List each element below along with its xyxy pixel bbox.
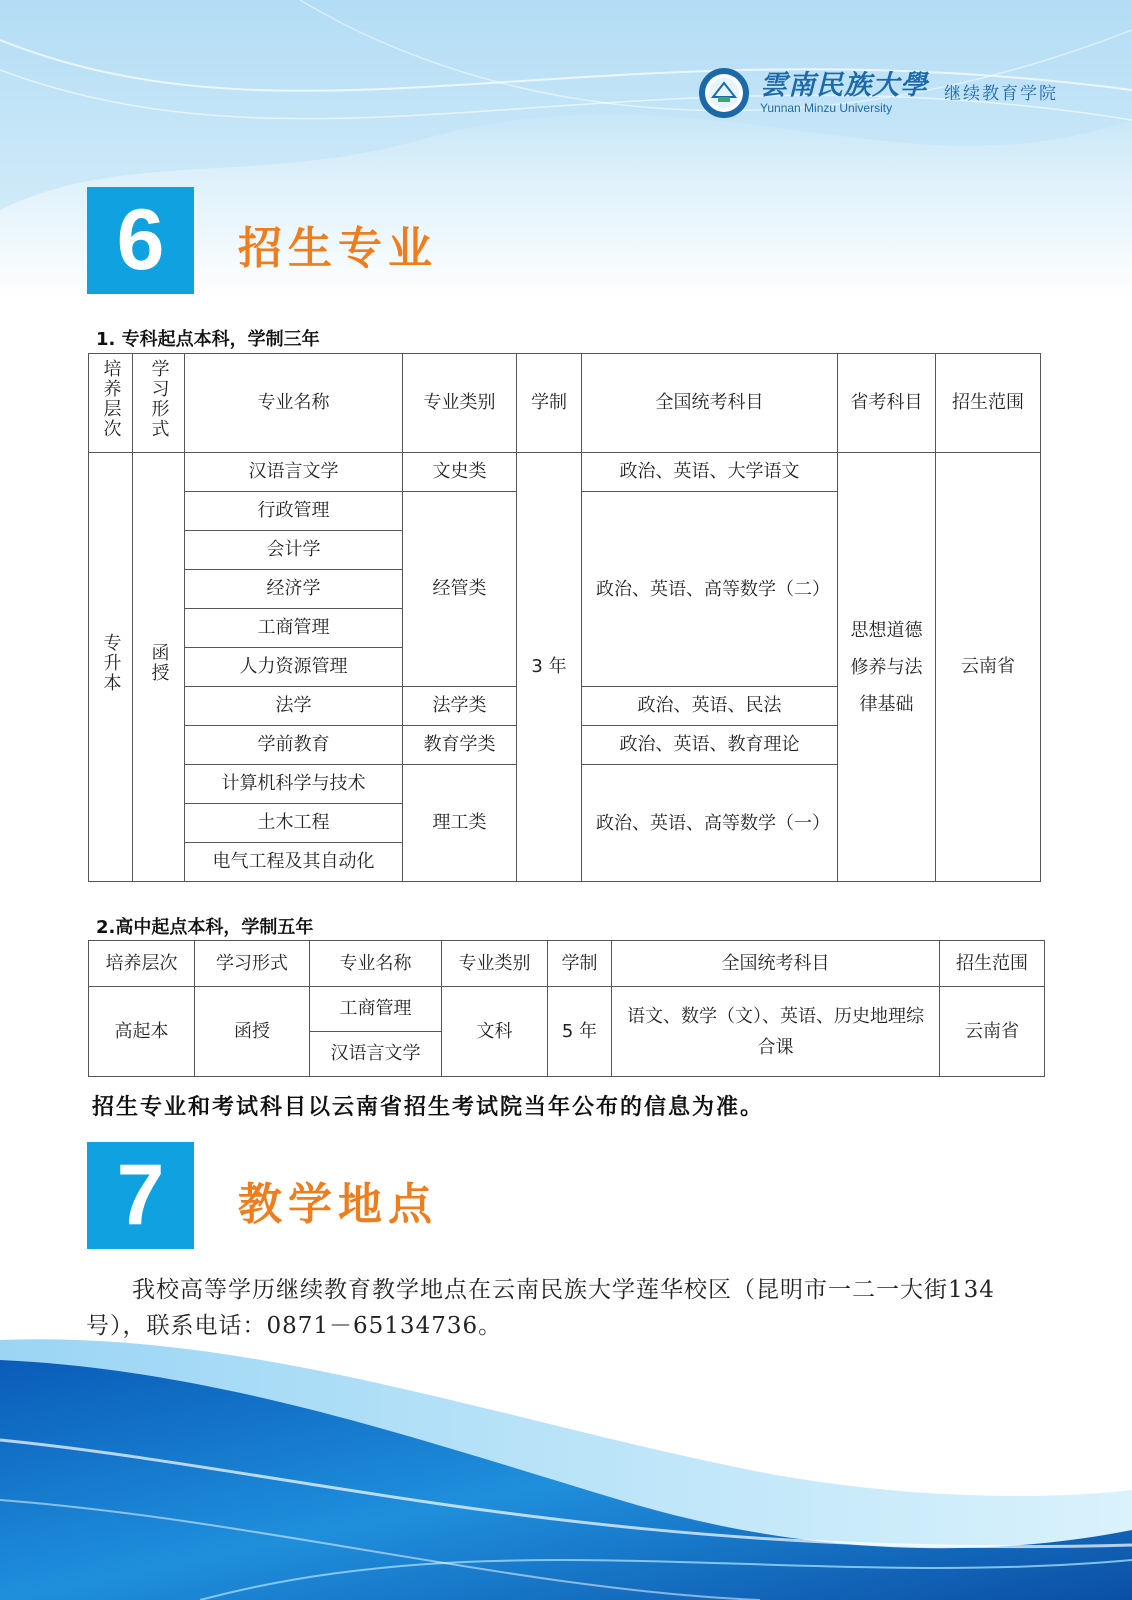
header-category: 专业类别 <box>442 941 548 987</box>
department-name: 继续教育学院 <box>944 84 1058 104</box>
cell-form: 函授 <box>195 987 310 1077</box>
university-name-cn: 雲南民族大學 <box>760 70 928 101</box>
cell-scope: 云南省 <box>940 987 1045 1077</box>
table-row <box>89 453 1041 492</box>
cell-category: 法学类 <box>403 687 517 726</box>
cell-category: 教育学类 <box>403 726 517 765</box>
header-scope: 招生范围 <box>936 354 1041 453</box>
section-7-number: 7 <box>87 1142 194 1249</box>
cell-major: 工商管理 <box>310 987 442 1032</box>
cell-major: 电气工程及其自动化 <box>185 843 403 882</box>
cell-major: 工商管理 <box>185 609 403 648</box>
cell-major: 汉语言文学 <box>310 1032 442 1077</box>
cell-national-exam: 政治、英语、教育理论 <box>582 726 838 765</box>
cell-level: 高起本 <box>89 987 195 1077</box>
cell-major: 会计学 <box>185 531 403 570</box>
cell-scope: 云南省 <box>936 453 1041 882</box>
notice-text: 招生专业和考试科目以云南省招生考试院当年公布的信息为准。 <box>92 1095 765 1120</box>
header-category: 专业类别 <box>403 354 517 453</box>
header-form: 学习形式 <box>133 354 185 453</box>
header-level: 培养层次 <box>89 354 133 453</box>
cell-major: 计算机科学与技术 <box>185 765 403 804</box>
university-name-en: Yunnan Minzu University <box>760 101 893 115</box>
section-6-number: 6 <box>87 187 194 294</box>
table-1-header-row <box>89 354 1041 453</box>
header-provincial-exam: 省考科目 <box>838 354 936 453</box>
header-scope: 招生范围 <box>940 941 1045 987</box>
university-emblem-icon <box>698 67 750 119</box>
table-2-caption: 2.高中起点本科，学制五年 <box>96 917 314 938</box>
table-2-undergrad-from-highschool <box>88 940 1045 1077</box>
header-major: 专业名称 <box>310 941 442 987</box>
cell-category: 文科 <box>442 987 548 1077</box>
header-major: 专业名称 <box>185 354 403 453</box>
cell-national-exam: 政治、英语、民法 <box>582 687 838 726</box>
cell-major: 学前教育 <box>185 726 403 765</box>
header-duration: 学制 <box>517 354 582 453</box>
university-logo <box>698 64 1058 122</box>
header-level: 培养层次 <box>89 941 195 987</box>
cell-national-exam: 语文、数学（文）、英语、历史地理综合课 <box>612 987 940 1077</box>
cell-national-exam: 政治、英语、大学语文 <box>582 453 838 492</box>
cell-major: 行政管理 <box>185 492 403 531</box>
cell-form: 函授 <box>133 453 185 882</box>
cell-major: 土木工程 <box>185 804 403 843</box>
cell-national-exam: 政治、英语、高等数学（二） <box>582 492 838 687</box>
table-2-header-row <box>89 941 1045 987</box>
section-7-title: 教学地点 <box>238 1179 438 1230</box>
header-duration: 学制 <box>548 941 612 987</box>
teaching-location-paragraph: 我校高等学历继续教育教学地点在云南民族大学莲华校区（昆明市一二一大街134号），联系电话：0871－65134736。 <box>86 1277 995 1339</box>
cell-major: 法学 <box>185 687 403 726</box>
cell-duration: 3 年 <box>517 453 582 882</box>
cell-national-exam: 政治、英语、高等数学（一） <box>582 765 838 882</box>
table-1-caption: 1. 专科起点本科，学制三年 <box>96 329 320 350</box>
cell-category: 理工类 <box>403 765 517 882</box>
cell-major: 经济学 <box>185 570 403 609</box>
cell-level: 专升本 <box>89 453 133 882</box>
cell-provincial-exam: 思想道德修养与法律基础 <box>838 453 936 882</box>
cell-category: 文史类 <box>403 453 517 492</box>
section-6-title: 招生专业 <box>238 223 438 274</box>
cell-duration: 5 年 <box>548 987 612 1077</box>
cell-category: 经管类 <box>403 492 517 687</box>
header-national-exam: 全国统考科目 <box>612 941 940 987</box>
table-row <box>89 987 1045 1032</box>
cell-major: 汉语言文学 <box>185 453 403 492</box>
table-1-undergrad-from-college <box>88 353 1041 882</box>
header-form: 学习形式 <box>195 941 310 987</box>
cell-major: 人力资源管理 <box>185 648 403 687</box>
header-national-exam: 全国统考科目 <box>582 354 838 453</box>
